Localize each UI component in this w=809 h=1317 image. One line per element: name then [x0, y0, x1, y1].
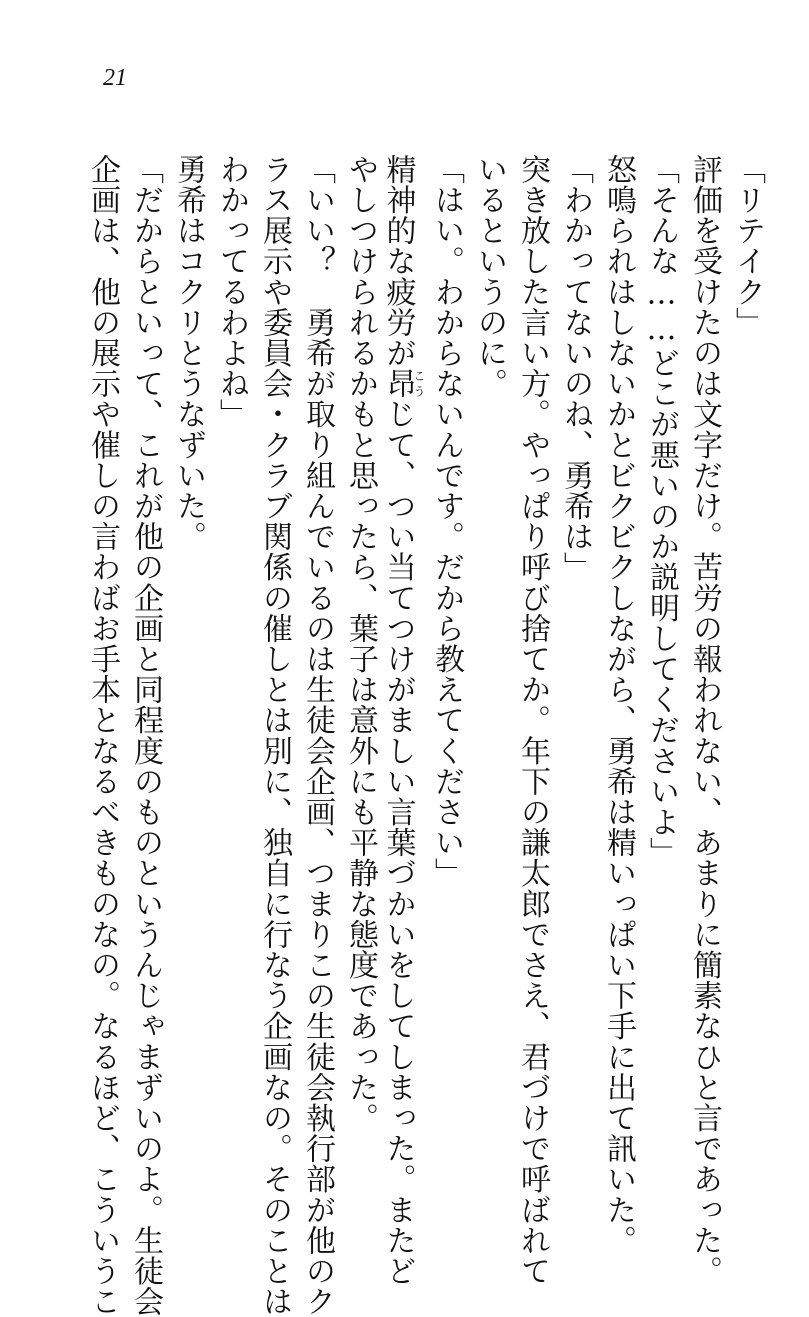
text-line: 「いい？ 勇希が取り組んでいるのは生徒会企画、つまりこの生徒会執行部が他のク: [300, 154, 335, 1317]
text-line: 突き放した言い方。やっぱり呼び捨てか。年下の謙太郎でさえ、君づけで呼ばれて: [515, 154, 550, 1287]
text-line: 「リテイク」: [730, 154, 765, 338]
ruby-reading: こう: [412, 368, 426, 399]
text-line-before-ruby: 精神的な疲労が: [380, 154, 416, 369]
text-line: 企画は、他の展示や催しの言わばお手本となるべきものなの。なるほど、こういうこ: [85, 154, 120, 1317]
text-line: わかってるわよね」: [214, 154, 249, 430]
text-line: 「はい。わからないんです。だから教えてください」: [429, 154, 464, 889]
text-line: 評価を受けたのは文字だけ。苦労の報われない、あまりに簡素なひと言であった。: [687, 154, 722, 1287]
text-line-after-ruby: じて、つい当てつけがましい言葉づかいをしてしまった。またど: [380, 398, 416, 1287]
text-line: やしつけられるかもと思ったら、葉子は意外にも平静な態度であった。: [343, 154, 378, 1134]
text-line: [380, 154, 426, 1287]
ruby-word: [380, 368, 426, 399]
text-line: 「わかってないのね、勇希は」: [558, 154, 593, 583]
page-number: 21: [103, 65, 127, 91]
text-line: 怒鳴られはしないかとビクビクしながら、勇希は精いっぱい下手に出て訊いた。: [601, 154, 636, 1256]
text-line: いるというのに。: [472, 154, 507, 399]
text-line: 勇希はコクリとうなずいた。: [171, 154, 206, 552]
text-line: ラス展示や委員会・クラブ関係の催しとは別に、独自に行なう企画なの。そのことは: [257, 154, 292, 1317]
text-line: 「そんな……どこが悪いのか説明してくださいよ」: [644, 154, 679, 868]
ruby-base: 昂: [380, 368, 416, 399]
text-line: 「だからといって、これが他の企画と同程度のものというんじゃまずいのよ。生徒会: [128, 154, 163, 1317]
